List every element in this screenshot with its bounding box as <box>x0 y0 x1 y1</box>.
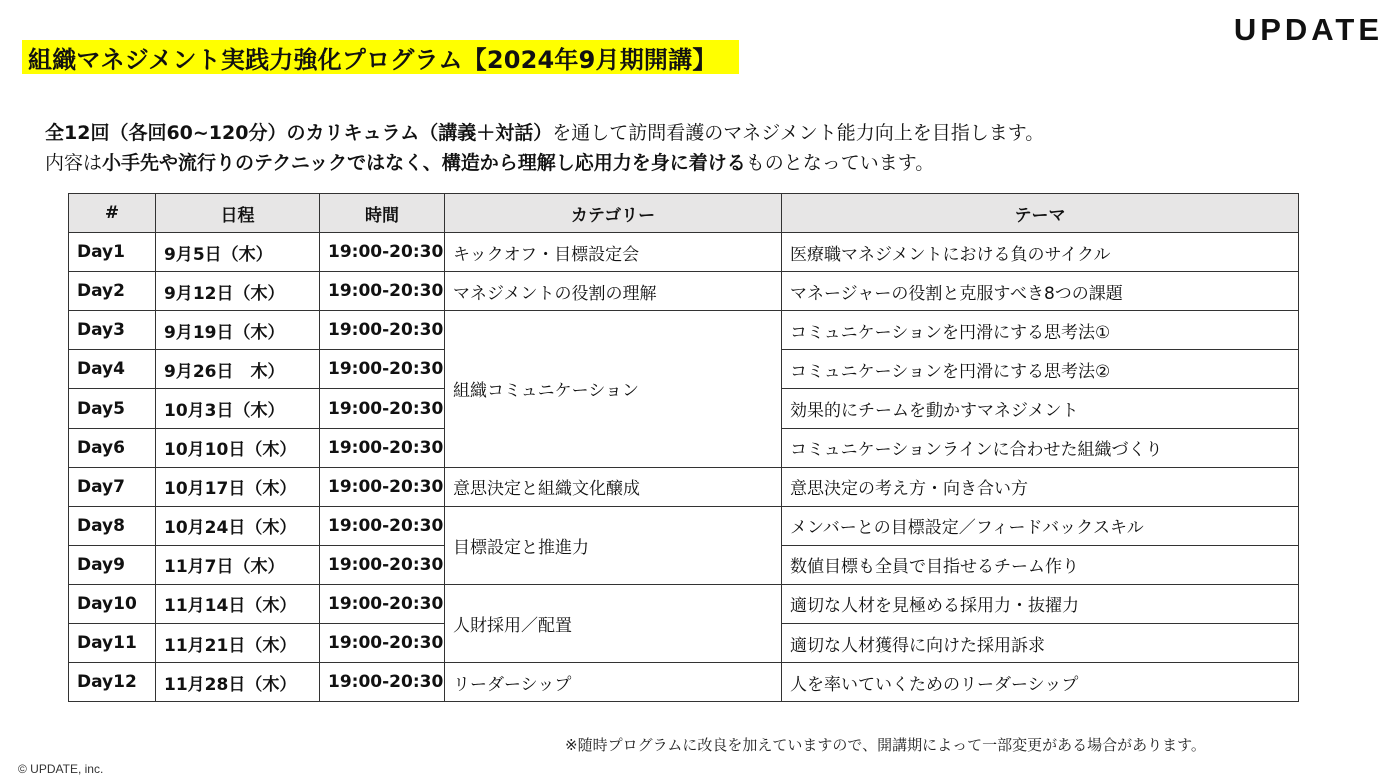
intro-line-1 <box>45 118 1044 148</box>
date-cell: 11月21日（木） <box>156 624 320 663</box>
category-cell: 目標設定と推進力 <box>445 506 782 584</box>
date-cell: 10月17日（木） <box>156 467 320 506</box>
header-time: 時間 <box>320 194 445 233</box>
theme-cell: メンバーとの目標設定／フィードバックスキル <box>782 506 1299 545</box>
date-cell: 11月14日（木） <box>156 584 320 623</box>
theme-cell: コミュニケーションラインに合わせた組織づくり <box>782 428 1299 467</box>
theme-cell: 適切な人材を見極める採用力・抜擢力 <box>782 584 1299 623</box>
date-cell: 10月10日（木） <box>156 428 320 467</box>
intro-text <box>45 118 1044 178</box>
footnote: ※随時プログラムに改良を加えていますので、開講期によって一部変更がある場合があります。 <box>565 736 1206 754</box>
category-cell: 組織コミュニケーション <box>445 311 782 467</box>
table-row <box>69 272 1299 311</box>
intro-line-1-rest: を通して訪問看護のマネジメント能力向上を目指します。 <box>552 122 1045 144</box>
theme-cell: 効果的にチームを動かすマネジメント <box>782 389 1299 428</box>
theme-cell: 医療職マネジメントにおける負のサイクル <box>782 233 1299 272</box>
table-row <box>69 233 1299 272</box>
header-theme: テーマ <box>782 194 1299 233</box>
date-cell: 9月26日 木） <box>156 350 320 389</box>
day-cell: Day10 <box>69 584 156 623</box>
category-cell: 人財採用／配置 <box>445 584 782 662</box>
theme-cell: 適切な人材獲得に向けた採用訴求 <box>782 624 1299 663</box>
time-cell: 19:00-20:30 <box>320 584 445 623</box>
theme-cell: コミュニケーションを円滑にする思考法① <box>782 311 1299 350</box>
day-cell: Day12 <box>69 663 156 702</box>
date-cell: 10月3日（木） <box>156 389 320 428</box>
date-cell: 9月12日（木） <box>156 272 320 311</box>
day-cell: Day11 <box>69 624 156 663</box>
header-date: 日程 <box>156 194 320 233</box>
page-title: 組織マネジメント実践力強化プログラム【2024年9月期開講】 <box>28 45 717 74</box>
intro-line-2-post: ものとなっています。 <box>745 152 935 174</box>
day-cell: Day2 <box>69 272 156 311</box>
category-cell: 意思決定と組織文化醸成 <box>445 467 782 506</box>
table-row <box>69 663 1299 702</box>
table-row <box>69 311 1299 350</box>
category-cell: マネジメントの役割の理解 <box>445 272 782 311</box>
time-cell: 19:00-20:30 <box>320 272 445 311</box>
title-highlight <box>22 40 739 74</box>
time-cell: 19:00-20:30 <box>320 506 445 545</box>
time-cell: 19:00-20:30 <box>320 663 445 702</box>
date-cell: 9月19日（木） <box>156 311 320 350</box>
table-header-row <box>69 194 1299 233</box>
intro-line-1-bold: 全12回（各回60~120分）のカリキュラム（講義＋対話） <box>45 122 553 144</box>
time-cell: 19:00-20:30 <box>320 545 445 584</box>
time-cell: 19:00-20:30 <box>320 350 445 389</box>
day-cell: Day1 <box>69 233 156 272</box>
date-cell: 10月24日（木） <box>156 506 320 545</box>
category-cell: リーダーシップ <box>445 663 782 702</box>
time-cell: 19:00-20:30 <box>320 389 445 428</box>
time-cell: 19:00-20:30 <box>320 311 445 350</box>
curriculum-table <box>68 193 1299 702</box>
table-row <box>69 467 1299 506</box>
header-category: カテゴリー <box>445 194 782 233</box>
date-cell: 11月7日（木） <box>156 545 320 584</box>
theme-cell: 意思決定の考え方・向き合い方 <box>782 467 1299 506</box>
brand-logo: UPDATE <box>1233 12 1383 47</box>
theme-cell: 数値目標も全員で目指せるチーム作り <box>782 545 1299 584</box>
day-cell: Day5 <box>69 389 156 428</box>
time-cell: 19:00-20:30 <box>320 467 445 506</box>
day-cell: Day3 <box>69 311 156 350</box>
time-cell: 19:00-20:30 <box>320 624 445 663</box>
intro-line-2-pre: 内容は <box>45 152 103 174</box>
date-cell: 11月28日（木） <box>156 663 320 702</box>
time-cell: 19:00-20:30 <box>320 428 445 467</box>
intro-line-2-bold: 小手先や流行りのテクニックではなく、構造から理解し応用力を身に着ける <box>102 152 746 174</box>
day-cell: Day6 <box>69 428 156 467</box>
day-cell: Day7 <box>69 467 156 506</box>
day-cell: Day9 <box>69 545 156 584</box>
table-row <box>69 584 1299 623</box>
theme-cell: コミュニケーションを円滑にする思考法② <box>782 350 1299 389</box>
header-num: # <box>69 194 156 233</box>
time-cell: 19:00-20:30 <box>320 233 445 272</box>
day-cell: Day8 <box>69 506 156 545</box>
theme-cell: 人を率いていくためのリーダーシップ <box>782 663 1299 702</box>
category-cell: キックオフ・目標設定会 <box>445 233 782 272</box>
intro-line-2 <box>45 148 1044 178</box>
day-cell: Day4 <box>69 350 156 389</box>
table-row <box>69 506 1299 545</box>
copyright: © UPDATE, inc. <box>18 762 104 776</box>
theme-cell: マネージャーの役割と克服すべき8つの課題 <box>782 272 1299 311</box>
date-cell: 9月5日（木） <box>156 233 320 272</box>
